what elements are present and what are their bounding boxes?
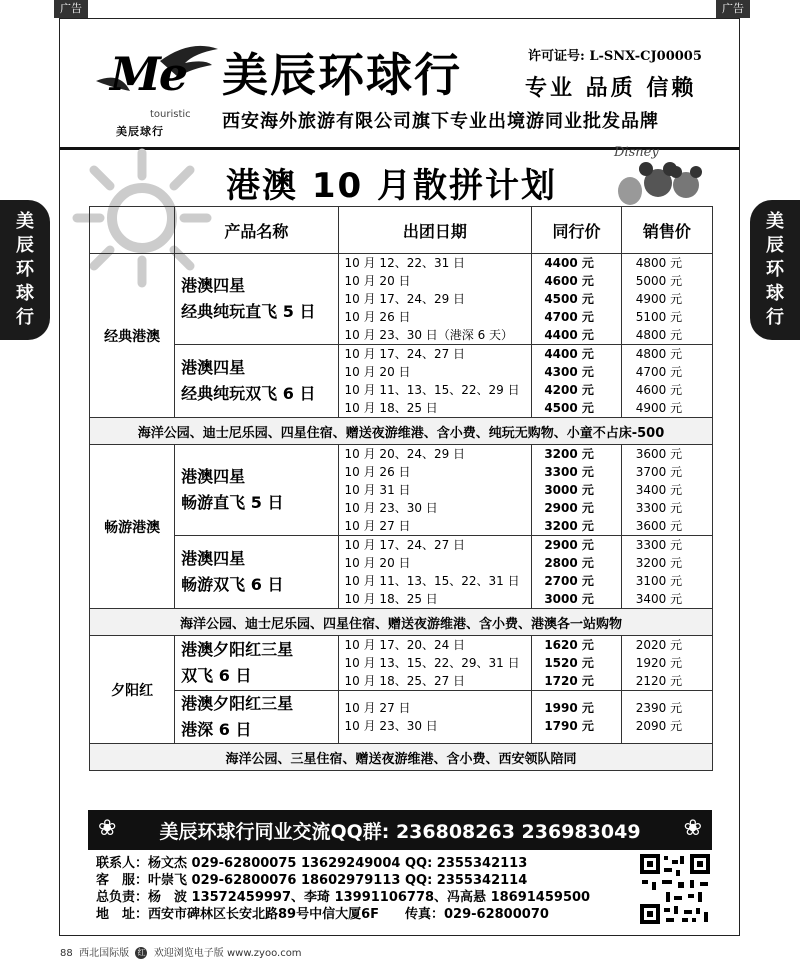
sale-price: 2120 元 <box>635 674 683 688</box>
product-name-line: 港澳四星 <box>181 549 246 568</box>
peer-price: 1790 元 <box>544 719 594 733</box>
lotus-icon: ❀ <box>683 816 702 841</box>
departure-date: 10 月 27 日 <box>344 519 411 533</box>
departure-date: 10 月 17、24、27 日 <box>344 538 466 552</box>
departure-date: 10 月 20 日 <box>344 556 411 570</box>
side-tab-char: 行 <box>16 307 34 328</box>
sale-price: 3200 元 <box>635 556 683 570</box>
side-tab-char: 辰 <box>16 235 34 256</box>
sale-price: 3600 元 <box>635 519 683 533</box>
product-name-line: 经典纯玩直飞 5 日 <box>181 302 316 321</box>
sale-price-cell <box>621 536 712 609</box>
departure-date: 10 月 13、15、22、29、31 日 <box>344 656 520 670</box>
peer-price-cell <box>532 445 621 536</box>
peer-price: 4700 元 <box>544 310 594 324</box>
side-tab-char: 行 <box>766 307 784 328</box>
product-row <box>90 445 713 536</box>
category-cell: 畅游港澳 <box>90 445 175 609</box>
product-name-line: 港深 6 日 <box>181 720 252 739</box>
peer-price: 1720 元 <box>544 674 594 688</box>
contact-row: 客 服：叶崇飞 029-62800076 18602979113 QQ: 2355342114 <box>96 873 528 888</box>
sale-price: 3600 元 <box>635 447 683 461</box>
side-tab-right <box>750 200 800 340</box>
departure-date: 10 月 17、24、29 日 <box>344 292 466 306</box>
qq-group-text: 美辰环球行同业交流QQ群: 236808263 236983049 <box>159 820 641 843</box>
peer-price-cell <box>532 345 621 418</box>
slogan: 专业 品质 信赖 <box>525 75 697 101</box>
edition-label: 西北国际版 <box>79 948 130 959</box>
product-row <box>90 636 713 691</box>
departure-date: 10 月 18、25 日 <box>344 592 438 606</box>
peer-price: 1620 元 <box>544 638 594 652</box>
departure-date: 10 月 20 日 <box>344 274 411 288</box>
departure-date-cell <box>338 691 532 744</box>
product-name-line: 港澳四星 <box>181 467 246 486</box>
side-tab-char: 环 <box>16 259 34 280</box>
edition-badge: 红 <box>137 948 146 957</box>
peer-price: 3200 元 <box>544 447 594 461</box>
contact-row: 地 址：西安市碑林区长安北路89号中信大厦6F 传真：029-62800070 <box>96 907 549 922</box>
sale-price: 4800 元 <box>635 256 683 270</box>
sale-price: 3400 元 <box>635 483 683 497</box>
departure-date-cell <box>338 445 532 536</box>
departure-date: 10 月 11、13、15、22、29 日 <box>344 383 520 397</box>
header <box>60 19 739 150</box>
departure-date: 10 月 12、22、31 日 <box>344 256 466 270</box>
sale-price: 5000 元 <box>635 274 683 288</box>
brand-title: 美辰环球行 <box>222 48 462 102</box>
departure-date-cell <box>338 536 532 609</box>
sale-price: 4600 元 <box>635 383 683 397</box>
sale-price: 4900 元 <box>635 292 683 306</box>
sale-price-cell <box>621 691 712 744</box>
product-row <box>90 536 713 609</box>
sale-price: 4700 元 <box>635 365 683 379</box>
peer-price: 2900 元 <box>544 501 594 515</box>
sale-price: 3400 元 <box>635 592 683 606</box>
side-tab-char: 美 <box>16 211 34 232</box>
product-name-line: 港澳四星 <box>181 358 246 377</box>
footer-text: 欢迎浏览电子版 www.zyoo.com <box>153 948 302 959</box>
header-peer-price: 同行价 <box>532 207 621 254</box>
sale-price: 3100 元 <box>635 574 683 588</box>
departure-date: 10 月 27 日 <box>344 701 411 715</box>
peer-price-cell <box>532 691 621 744</box>
peer-price: 2700 元 <box>544 574 594 588</box>
departure-date: 10 月 26 日 <box>344 310 411 324</box>
product-name-line: 港澳夕阳红三星 <box>181 694 294 713</box>
sale-price: 2090 元 <box>635 719 683 733</box>
inclusion-note-row <box>90 609 713 636</box>
product-name-cell <box>175 691 338 744</box>
departure-date: 10 月 20、24、29 日 <box>344 447 466 461</box>
peer-price: 4500 元 <box>544 292 594 306</box>
sale-price-cell <box>621 636 712 691</box>
category-cell: 夕阳红 <box>90 636 175 744</box>
peer-price: 4500 元 <box>544 401 594 415</box>
side-tab-char: 美 <box>766 211 784 232</box>
peer-price: 4200 元 <box>544 383 594 397</box>
sale-price: 3300 元 <box>635 538 683 552</box>
contact-row: 总负责：杨 波 13572459997、李琦 13991106778、冯高悬 18691459500 <box>96 890 591 905</box>
product-name-cell <box>175 536 338 609</box>
contact-info <box>96 855 590 923</box>
page-number: 88 <box>60 948 73 959</box>
peer-price: 2800 元 <box>544 556 594 570</box>
sale-price: 4800 元 <box>635 347 683 361</box>
page-footer <box>60 944 302 959</box>
tour-plan-table <box>89 206 713 771</box>
category-cell: 经典港澳 <box>90 254 175 418</box>
inclusion-note-row <box>90 418 713 445</box>
sale-price-cell <box>621 254 712 345</box>
side-tab-left <box>0 200 50 340</box>
inclusion-note: 海洋公园、迪士尼乐园、四星住宿、赠送夜游维港、含小费、纯玩无购物、小童不占床-500 <box>90 418 713 445</box>
license-number: 许可证号: L-SNX-CJ00005 <box>528 49 702 64</box>
peer-price: 4400 元 <box>544 347 594 361</box>
side-tab-char: 环 <box>766 259 784 280</box>
product-name-cell <box>175 445 338 536</box>
contact-row: 联系人：杨文杰 029-62800075 13629249004 QQ: 2355342113 <box>96 856 528 871</box>
peer-price: 4600 元 <box>544 274 594 288</box>
header-product: 产品名称 <box>175 207 338 254</box>
product-name-line: 港澳夕阳红三星 <box>181 640 294 659</box>
qq-group-bar <box>88 810 712 850</box>
sale-price-cell <box>621 445 712 536</box>
peer-price: 4400 元 <box>544 328 594 342</box>
peer-price: 2900 元 <box>544 538 594 552</box>
peer-price-cell <box>532 536 621 609</box>
departure-date: 10 月 31 日 <box>344 483 411 497</box>
sale-price: 2020 元 <box>635 638 683 652</box>
ad-label-right: 广告 <box>716 0 750 18</box>
lotus-icon: ❀ <box>98 816 117 841</box>
logo-sub: touristic <box>150 109 191 120</box>
logo-cn: 美辰球行 <box>116 125 164 138</box>
page-title: 港澳 10 月散拼计划 <box>226 166 557 206</box>
product-name-line: 经典纯玩双飞 6 日 <box>181 384 316 403</box>
inclusion-note: 海洋公园、三星住宿、赠送夜游维港、含小费、西安领队陪同 <box>90 744 713 771</box>
disney-label: Disney <box>614 145 659 160</box>
departure-date: 10 月 26 日 <box>344 465 411 479</box>
product-name-cell <box>175 345 338 418</box>
side-tab-char: 辰 <box>766 235 784 256</box>
side-tab-char: 球 <box>16 283 34 304</box>
departure-date-cell <box>338 254 532 345</box>
departure-date: 10 月 23、30 日 <box>344 719 438 733</box>
product-row <box>90 345 713 418</box>
product-name-cell <box>175 254 338 345</box>
sale-price: 2390 元 <box>635 701 683 715</box>
sale-price: 3300 元 <box>635 501 683 515</box>
disney-mickey-icon <box>600 145 720 215</box>
sale-price: 4800 元 <box>635 328 683 342</box>
sale-price: 3700 元 <box>635 465 683 479</box>
product-name-line: 畅游双飞 6 日 <box>181 575 284 594</box>
departure-date: 10 月 17、20、24 日 <box>344 638 466 652</box>
product-name-line: 港澳四星 <box>181 276 246 295</box>
departure-date: 10 月 18、25 日 <box>344 401 438 415</box>
peer-price: 4400 元 <box>544 256 594 270</box>
peer-price-cell <box>532 254 621 345</box>
peer-price: 3300 元 <box>544 465 594 479</box>
table-header-row <box>90 207 713 254</box>
peer-price: 3000 元 <box>544 483 594 497</box>
departure-date: 10 月 23、30 日 <box>344 501 438 515</box>
departure-date-cell <box>338 636 532 691</box>
qr-code-icon <box>638 852 712 926</box>
peer-price: 4300 元 <box>544 365 594 379</box>
inclusion-note-row <box>90 744 713 771</box>
departure-date: 10 月 23、30 日（港深 6 天） <box>344 328 514 342</box>
product-name-line: 畅游直飞 5 日 <box>181 493 284 512</box>
side-tab-char: 球 <box>766 283 784 304</box>
ad-label-left: 广告 <box>54 0 88 18</box>
peer-price: 1520 元 <box>544 656 594 670</box>
departure-date-cell <box>338 345 532 418</box>
brand-logo <box>90 41 220 136</box>
sale-price: 1920 元 <box>635 656 683 670</box>
product-row <box>90 691 713 744</box>
departure-date: 10 月 20 日 <box>344 365 411 379</box>
product-name-cell <box>175 636 338 691</box>
sale-price-cell <box>621 345 712 418</box>
header-sale-price: 销售价 <box>621 207 712 254</box>
departure-date: 10 月 11、13、15、22、31 日 <box>344 574 520 588</box>
product-row <box>90 254 713 345</box>
header-category <box>90 207 175 254</box>
peer-price-cell <box>532 636 621 691</box>
product-name-line: 双飞 6 日 <box>181 666 252 685</box>
departure-date: 10 月 17、24、27 日 <box>344 347 466 361</box>
subtitle: 西安海外旅游有限公司旗下专业出境游同业批发品牌 <box>222 111 659 132</box>
header-date: 出团日期 <box>338 207 532 254</box>
inclusion-note: 海洋公园、迪士尼乐园、四星住宿、赠送夜游维港、含小费、港澳各一站购物 <box>90 609 713 636</box>
peer-price: 3000 元 <box>544 592 594 606</box>
logo-text: Me <box>110 47 187 101</box>
peer-price: 3200 元 <box>544 519 594 533</box>
departure-date: 10 月 18、25、27 日 <box>344 674 466 688</box>
peer-price: 1990 元 <box>544 701 594 715</box>
sale-price: 5100 元 <box>635 310 683 324</box>
sale-price: 4900 元 <box>635 401 683 415</box>
